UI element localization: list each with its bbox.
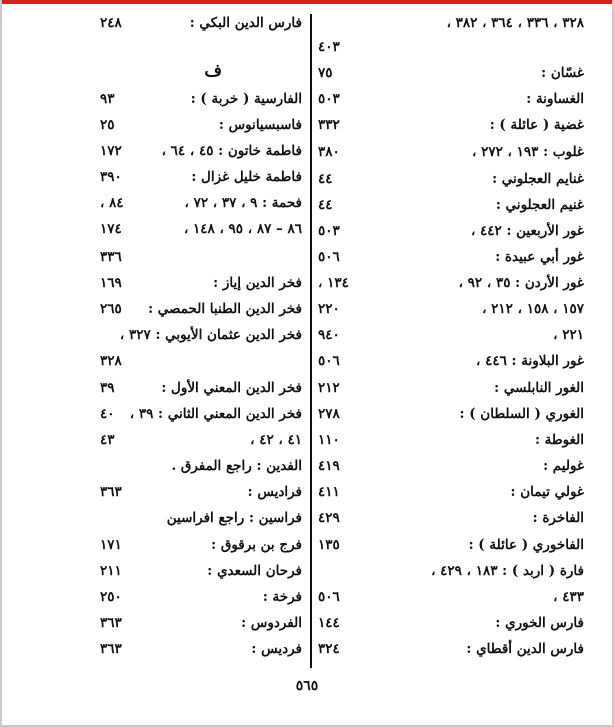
index-entry <box>318 322 584 348</box>
index-entry <box>318 375 584 401</box>
entry-page-ref: ٢٥ <box>100 117 115 133</box>
entry-page-ref: ٣٩ <box>100 380 115 396</box>
index-entry <box>318 296 584 322</box>
entry-page-ref: ٧٥ <box>318 65 333 81</box>
entry-term: الغوطة : <box>534 432 584 448</box>
entry-page-ref: ٥٠٦ <box>318 249 340 265</box>
index-entry <box>100 427 302 453</box>
entry-term: ٤٣٣ ، <box>553 589 584 605</box>
index-entry <box>318 86 584 112</box>
entry-page-ref: ٢٥٠ <box>100 589 122 605</box>
entry-term: فخر الدين عثمان الأيوبي : ٣٢٧ ، <box>119 327 302 343</box>
entry-term: فرخة : <box>262 589 302 605</box>
index-entry <box>318 558 584 584</box>
entry-term: غلوب : ١٩٣ ، ٢٧٢ ، <box>472 144 584 160</box>
index-entry <box>318 610 584 636</box>
entry-term: غور البلاونة : ٤٤٦ ، <box>476 353 584 369</box>
entry-page-ref: ١٧٤ <box>100 221 122 237</box>
entry-term: الفردوس : <box>241 615 302 631</box>
index-entry <box>100 375 302 401</box>
index-entry <box>318 60 584 86</box>
index-entry <box>318 532 584 558</box>
entry-term: فارس الخوري : <box>495 615 584 631</box>
entry-term: غور أبي عبيدة : <box>495 249 584 265</box>
index-entry <box>318 34 584 60</box>
entry-term: فرج بن برقوق : <box>211 537 302 553</box>
entry-term: ٨٦ – ٨٧ ، ٩٥ ، ١٤٨ ، <box>183 221 302 237</box>
entry-term: ف <box>204 61 222 81</box>
entry-term: فارس الدين أقطاي : <box>466 641 584 657</box>
index-entry <box>100 532 302 558</box>
index-entry <box>318 584 584 610</box>
entry-term: الفاخرة : <box>532 510 584 526</box>
entry-term: ٤١ ، ٤٢ ، <box>250 432 302 448</box>
entry-page-ref: ١٧٢ <box>100 143 122 159</box>
column-divider <box>310 14 312 668</box>
entry-term: فخر الدين الطنبا الحمصي : <box>148 301 302 317</box>
entry-term: فخر الدين المعني الأول : <box>161 380 302 396</box>
index-entry <box>318 479 584 505</box>
index-entry <box>100 584 302 610</box>
entry-page-ref: ٣٣٢ <box>318 117 340 133</box>
index-entry <box>100 244 302 270</box>
entry-term: فخر الدين إياز : <box>213 275 302 291</box>
entry-term: ٣٢٨ ، ٣٣٦ ، ٣٦٤ ، ٣٨٢ ، <box>446 15 584 31</box>
index-entry <box>318 427 584 453</box>
entry-term: غور الأربعين : ٤٤٢ ، <box>470 223 584 239</box>
entry-page-ref: ٢٤٨ <box>100 15 122 31</box>
entry-page-ref: ٣٨٠ <box>318 144 340 160</box>
index-entry <box>100 636 302 662</box>
index-entry <box>318 270 584 296</box>
index-entry <box>318 401 584 427</box>
entry-page-ref: ٢٦٥ <box>100 301 122 317</box>
index-entry <box>318 636 584 662</box>
index-entry <box>100 610 302 636</box>
entry-page-ref: ٢١١ <box>100 563 122 579</box>
entry-term: فارة ( اربد ) : ١٨٣ ، ٤٢٩ ، <box>431 563 584 579</box>
entry-page-ref: ٤٢٩ <box>318 510 340 526</box>
entry-page-ref: ٣٢٤ <box>318 641 340 657</box>
entry-page-ref: ٨٤ ، <box>100 195 124 211</box>
entry-term: ٢٢١ ، <box>553 327 584 343</box>
entry-page-ref: ٥٠٦ <box>318 353 340 369</box>
index-entry <box>100 348 302 374</box>
entry-page-ref: ٥٠٣ <box>318 223 340 239</box>
entry-term: فخر الدين المعني الثاني : ٣٩ ، <box>129 406 302 422</box>
entry-term: فارس الدين البكي : <box>189 15 302 31</box>
entry-term: فاسبسيانوس : <box>218 117 302 133</box>
entry-page-ref: ١٦٩ <box>100 275 122 291</box>
entry-term: غولي تيمان : <box>510 484 584 500</box>
page-number: ٥٦٥ <box>295 678 319 694</box>
index-entry <box>100 216 302 242</box>
entry-page-ref: ١١٠ <box>318 432 340 448</box>
entry-page-ref: ٤٤ <box>318 197 333 213</box>
entry-page-ref: ٩٣ <box>100 91 115 107</box>
index-entry <box>318 192 584 218</box>
index-entry <box>100 270 302 296</box>
index-entry <box>318 453 584 479</box>
index-entry <box>318 112 584 138</box>
index-entry <box>100 558 302 584</box>
entry-page-ref: ٤١١ <box>318 484 340 500</box>
entry-term: غسّان : <box>541 65 584 81</box>
entry-page-ref: ١٧١ <box>100 537 122 553</box>
index-entry <box>100 505 302 531</box>
entry-term: فرحان السعدي : <box>207 563 302 579</box>
entry-term: الفاخوري ( عائلة ) : <box>468 537 584 553</box>
entry-page-ref: ٢١٢ <box>318 380 340 396</box>
entry-term: الفارسية ( خربة ) : <box>190 91 302 107</box>
entry-term: فراسين : راجع افراسين <box>166 510 302 526</box>
index-entry <box>100 190 302 216</box>
entry-page-ref: ١٤٤ <box>318 615 340 631</box>
entry-page-ref: ٤١٩ <box>318 458 340 474</box>
entry-term: غنيم العجلوني : <box>495 197 584 213</box>
index-entry <box>318 505 584 531</box>
index-entry <box>100 322 302 348</box>
index-entry <box>318 10 584 36</box>
entry-term: الغوري ( السلطان ) : <box>459 406 584 422</box>
index-entry <box>100 112 302 138</box>
index-entry <box>100 296 302 322</box>
entry-term: غور الأردن : ٣٥ ، ٩٢ ، <box>458 275 584 291</box>
index-entry <box>100 453 302 479</box>
index-entry <box>100 10 302 36</box>
entry-term: الغور النابلسي : <box>494 380 584 396</box>
entry-page-ref: ٥٠٣ <box>318 91 340 107</box>
entry-page-ref: ١٣٥ <box>318 537 340 553</box>
entry-term: غضية ( عائلة ) : <box>489 117 584 133</box>
index-entry <box>318 166 584 192</box>
entry-page-ref: ٤٠ <box>100 406 115 422</box>
entry-page-ref: ٥٠٦ <box>318 589 340 605</box>
index-entry <box>100 164 302 190</box>
entry-page-ref: ٣٢٨ <box>100 353 122 369</box>
entry-page-ref: ٢٢٠ <box>318 301 340 317</box>
entry-page-ref: ٣٦٣ <box>100 484 122 500</box>
index-entry <box>100 138 302 164</box>
entry-term: غنايم العجلوني : <box>492 171 584 187</box>
index-entry <box>318 244 584 270</box>
entry-page-ref: ٤٠٣ <box>318 39 340 55</box>
entry-term: فاطمة خليل غزال : <box>191 169 302 185</box>
entry-page-ref: ١٣٤ ، <box>318 275 349 291</box>
entry-term: فاطمة خاتون : ٤٥ ، ٦٤ ، <box>161 143 302 159</box>
index-entry <box>100 479 302 505</box>
entry-page-ref: ٣٦٣ <box>100 641 122 657</box>
entry-page-ref: ٩٤٠ <box>318 327 340 343</box>
entry-page-ref: ٤٤ <box>318 171 333 187</box>
index-entry <box>318 218 584 244</box>
index-entry <box>318 139 584 165</box>
entry-term: الفدين : راجع المفرق . <box>171 458 302 474</box>
entry-term: فراديس : <box>247 484 302 500</box>
entry-term: الغساونة : <box>526 91 584 107</box>
index-entry <box>100 86 302 112</box>
entry-page-ref: ٢٧٨ <box>318 406 340 422</box>
entry-page-ref: ٤٣ <box>100 432 115 448</box>
entry-page-ref: ٣٦٣ <box>100 615 122 631</box>
index-entry <box>318 348 584 374</box>
index-entry <box>100 401 302 427</box>
entry-page-ref: ٣٩٠ <box>100 169 122 185</box>
entry-page-ref: ٣٣٦ <box>100 249 122 265</box>
entry-term: غوليم : <box>543 458 584 474</box>
section-letter-heading <box>100 58 302 84</box>
entry-term: ١٥٧ ، ١٥٨ ، ٢١٢ ، <box>482 301 584 317</box>
entry-term: فرديس : <box>251 641 302 657</box>
entry-term: فحمة : ٩ ، ٣٧ ، ٧٢ ، <box>184 195 302 211</box>
